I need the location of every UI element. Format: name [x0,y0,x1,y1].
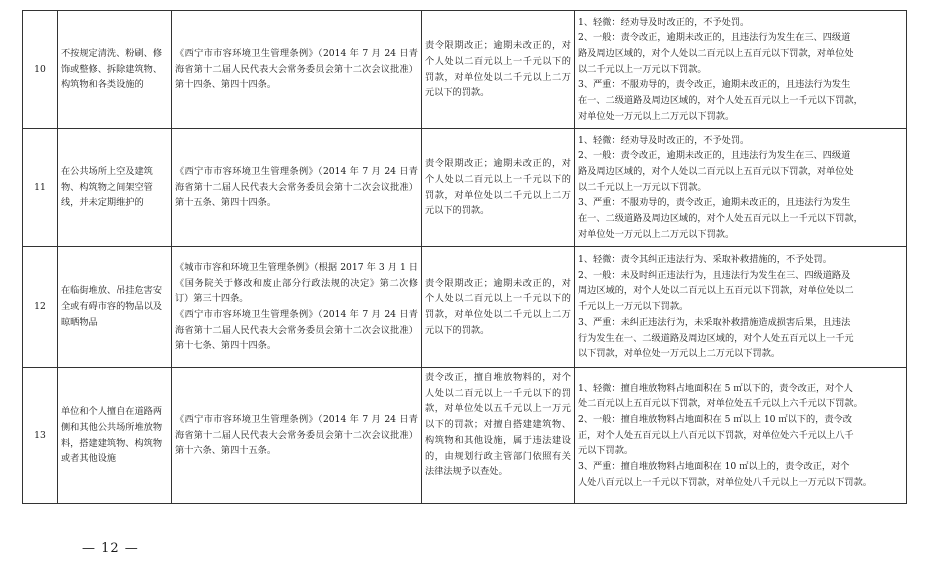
discretion-standard [575,129,907,247]
row-number: 13 [23,368,58,504]
discretion-line: 以下罚款，对单位处一万元以上二万元以下罚款。 [578,348,781,360]
legal-basis-text: 《西宁市市容环境卫生管理条例》（2014 年 7 月 24 日青海省第十二届人民代表大会常务委员会第十二次会议批准）第十六条、第四十五条。 [175,413,418,457]
violation-behavior: 在公共场所上空及建筑物、构筑物之间架空管线，并未定期维护的 [58,129,172,247]
discretion-standard [575,247,907,368]
row-number: 11 [23,129,58,247]
row-number: 12 [23,247,58,368]
table-row [23,11,907,129]
discretion-line: 3、严重：未纠正违法行为，未采取补救措施造成损害后果，且违法 [578,316,851,328]
legal-basis [172,247,422,368]
penalty-provision: 责令限期改正；逾期未改正的，对个人处以二百元以上一千元以下的罚款，对单位处以二千元以上二万元以下的罚款。 [422,11,575,129]
table-row [23,129,907,247]
violation-behavior: 在临街堆放、吊挂危害安全或有碍市容的物品以及晾晒物品 [58,247,172,368]
discretion-line: 3、严重：擅自堆放物料占地面积在 10 ㎡以上的，责令改正，对个 [578,461,850,473]
discretion-line: 在一、二级道路及周边区域的，对个人处五百元以上一千元以下罚款， [578,213,863,225]
table-row [23,247,907,368]
legal-basis [172,368,422,504]
discretion-line: 以二千元以上一万元以下罚款。 [578,181,707,193]
page-number: — 12 — [82,541,139,556]
discretion-line: 千元以上一万元以下罚款。 [578,301,689,313]
discretion-line: 2、一般：责令改正，逾期未改正的，且违法行为发生在三、四级道 [578,32,851,44]
table-row [23,368,907,504]
discretion-line: 3、严重：不服劝导的，责令改正，逾期未改正的，且违法行为发生 [578,79,851,91]
discretion-line: 正，对个人处五百元以上八百元以下罚款，对单位处六千元以上八千 [578,429,854,441]
discretion-line: 行为发生在一、二级道路及周边区域的，对个人处五百元以上一千元 [578,332,854,344]
discretion-line: 周边区域的，对个人处以二百元以上五百元以下罚款，对单位处以二 [578,285,854,297]
penalty-discretion-table [22,10,907,504]
penalty-provision: 责令改正，擅自堆放物料的，对个人处以二百元以上一千元以下的罚款，对单位处以五千元以上一万元以下的罚款；对擅自搭建建筑物、构筑物和其他设施，属于违法建设的，由规划行政主管部门依照有关法律法规予以查处。 [422,368,575,504]
discretion-line: 1、轻微：责令其纠正违法行为、采取补救措施的，不予处罚。 [578,254,832,266]
discretion-line: 1、轻微：经劝导及时改正的，不予处罚。 [578,134,750,146]
discretion-line: 1、轻微：擅自堆放物料占地面积在 5 ㎡以下的，责令改正，对个人 [578,382,853,394]
discretion-line: 对单位处一万元以上二万元以下罚款。 [578,110,735,122]
discretion-line: 人处八百元以上一千元以下罚款，对单位处八千元以上一万元以下罚款。 [578,476,872,488]
legal-basis [172,11,422,129]
discretion-line: 对单位处一万元以上二万元以下罚款。 [578,228,735,240]
violation-behavior: 不按规定清洗、粉刷、修饰或整修、拆除建筑物、构筑物和各类设施的 [58,11,172,129]
discretion-line: 以二千元以上一万元以下罚款。 [578,63,707,75]
legal-basis [172,129,422,247]
discretion-line: 在一、二级道路及周边区域的，对个人处五百元以上一千元以下罚款， [578,95,863,107]
discretion-line: 处二百元以上五百元以下罚款，对单位处五千元以上六千元以下罚款。 [578,398,863,410]
penalty-provision: 责令限期改正；逾期未改正的，对个人处以二百元以上一千元以下的罚款，对单位处以二千元以上二万元以下的罚款。 [422,129,575,247]
discretion-line: 元以下罚款。 [578,445,634,457]
row-number: 10 [23,11,58,129]
violation-behavior: 单位和个人擅自在道路两侧和其他公共场所堆放物料，搭建建筑物、构筑物或者其他设施 [58,368,172,504]
legal-basis-text: 《城市市容和环境卫生管理条例》（根据 2017 年 3 月 1 日《国务院关于修改和废止部分行政法规的决定》第二次修订）第三十四条。 [175,261,418,305]
discretion-line: 1、轻微：经劝导及时改正的，不予处罚。 [578,16,750,28]
discretion-line: 2、一般：擅自堆放物料占地面积在 5 ㎡以上 10 ㎡以下的，责令改 [578,413,852,425]
legal-basis-text: 《西宁市市容环境卫生管理条例》（2014 年 7 月 24 日青海省第十二届人民代表大会常务委员会第十二次会议批准）第十四条、第四十四条。 [175,47,418,91]
discretion-standard [575,368,907,504]
discretion-line: 3、严重：不服劝导的，责令改正，逾期未改正的，且违法行为发生 [578,197,851,209]
legal-basis-text: 《西宁市市容环境卫生管理条例》（2014 年 7 月 24 日青海省第十二届人民代表大会常务委员会第十二次会议批准）第十七条、第四十四条。 [175,309,418,352]
penalty-provision: 责令限期改正；逾期未改正的，对个人处以二百元以上一千元以下的罚款，对单位处以二千元以上二万元以下的罚款。 [422,247,575,368]
discretion-line: 2、一般：责令改正，逾期未改正的，且违法行为发生在三、四级道 [578,150,851,162]
discretion-line: 2、一般：未及时纠正违法行为，且违法行为发生在三、四级道路及 [578,269,851,281]
discretion-line: 路及周边区域的，对个人处以二百元以上五百元以下罚款，对单位处 [578,47,854,59]
discretion-line: 路及周边区域的，对个人处以二百元以上五百元以下罚款，对单位处 [578,165,854,177]
legal-basis-text: 《西宁市市容环境卫生管理条例》（2014 年 7 月 24 日青海省第十二届人民代表大会常务委员会第十二次会议批准）第十五条、第四十四条。 [175,165,418,209]
discretion-standard [575,11,907,129]
